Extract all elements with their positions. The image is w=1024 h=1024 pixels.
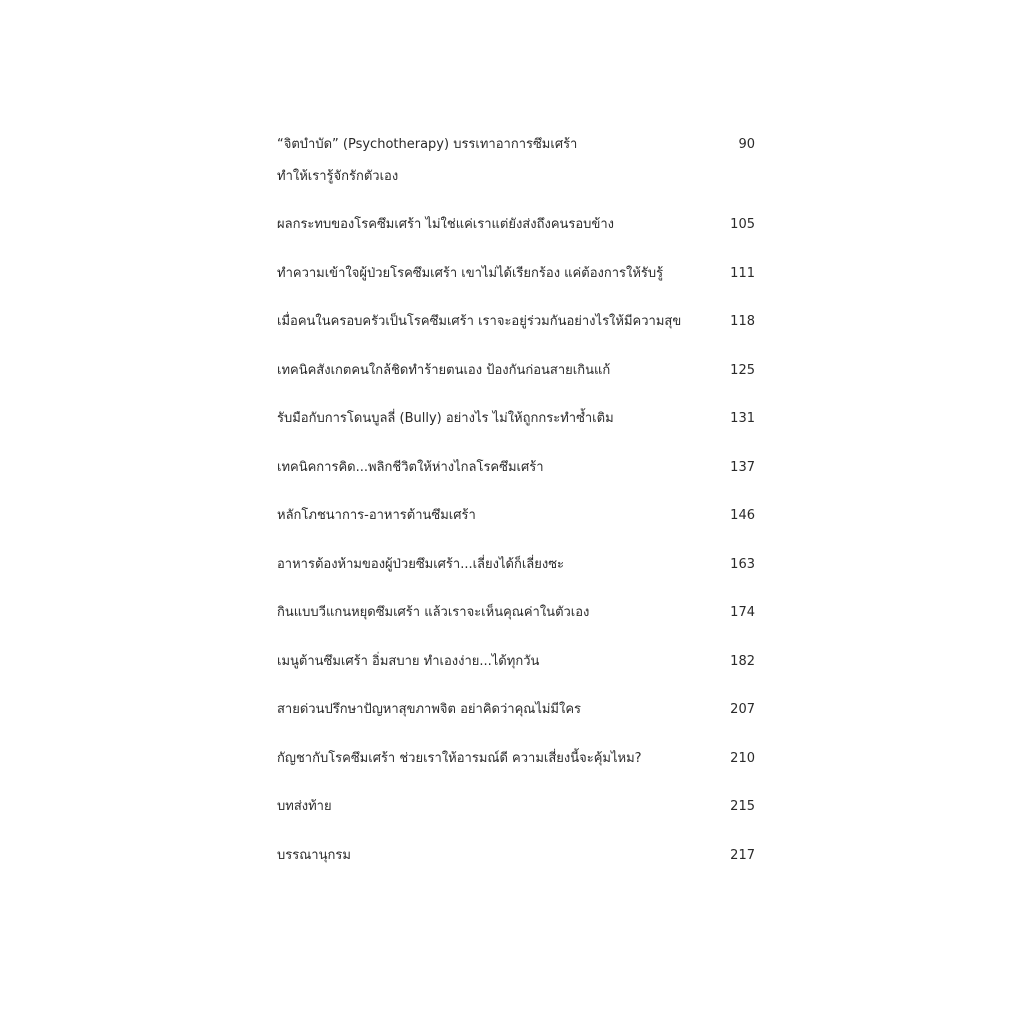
toc-entry-title: เทคนิคการคิด...พลิกชีวิตให้ห่างไกลโรคซึมเศร้า (277, 459, 544, 475)
toc-entry-title (277, 134, 577, 188)
toc-entry-title: บรรณานุกรม (277, 847, 351, 863)
toc-entry (277, 505, 755, 527)
toc-entry (277, 263, 755, 285)
toc-entry-title: ผลกระทบของโรคซึมเศร้า ไม่ใช่แค่เราแต่ยังส่งถึงคนรอบข้าง (277, 217, 614, 232)
toc-page-number: 111 (730, 265, 755, 281)
toc-page-number: 137 (730, 459, 755, 475)
toc-entry (277, 360, 755, 382)
toc-entry-title: เทคนิคสังเกตคนใกล้ชิดทำร้ายตนเอง ป้องกันก่อนสายเกินแก้ (277, 362, 611, 378)
toc-entry-title: ทำความเข้าใจผู้ป่วยโรคซึมเศร้า เขาไม่ได้เรียกร้อง แค่ต้องการให้รับรู้ (277, 265, 664, 281)
toc-entry-title: เมื่อคนในครอบครัวเป็นโรคซึมเศร้า เราจะอยู่ร่วมกันอย่างไรให้มีความสุข (277, 314, 682, 329)
toc-page-number: 118 (730, 314, 755, 329)
toc-page-number: 146 (730, 508, 755, 523)
toc-entry (277, 214, 755, 236)
toc-entry (277, 134, 755, 188)
toc-entry-title: กินแบบวีแกนหยุดซึมเศร้า แล้วเราจะเห็นคุณค่าในตัวเอง (277, 605, 590, 620)
toc-page-number: 163 (730, 556, 755, 572)
toc-page-number: 105 (730, 217, 755, 232)
toc-entry (277, 602, 755, 624)
toc-entry-title: สายด่วนปรึกษาปัญหาสุขภาพจิต อย่าคิดว่าคุณไม่มีใคร (277, 702, 582, 717)
toc-entry (277, 457, 755, 479)
toc-entry (277, 554, 755, 576)
toc-entry (277, 748, 755, 770)
toc-entry-title-line: ทำให้เรารู้จักรักตัวเอง (277, 169, 399, 184)
toc-page-number: 174 (730, 605, 755, 620)
toc-entry (277, 796, 755, 818)
toc-page-number: 207 (730, 702, 755, 717)
toc-entry-title: หลักโภชนาการ-อาหารต้านซึมเศร้า (277, 508, 476, 523)
toc-entry-title: อาหารต้องห้ามของผู้ป่วยซึมเศร้า...เลี่ยงได้ก็เลี่ยงซะ (277, 556, 564, 572)
toc-entry-title: เมนูต้านซึมเศร้า อิ่มสบาย ทำเองง่าย...ได้ทุกวัน (277, 653, 540, 669)
toc-entry (277, 699, 755, 721)
toc-entry-title: รับมือกับการโดนบูลลี่ (Bully) อย่างไร ไม่ให้ถูกกระทำซ้ำเติม (277, 411, 614, 426)
toc-page-number: 217 (730, 847, 755, 863)
toc-page-number: 215 (730, 799, 755, 814)
toc-entry (277, 651, 755, 673)
toc-entry (277, 311, 755, 333)
toc-page-number: 131 (730, 411, 755, 426)
toc-entry-title-line: “จิตบำบัด” (Psychotherapy) บรรเทาอาการซึมเศร้า (277, 137, 578, 152)
toc-entry (277, 845, 755, 867)
toc-page-number: 90 (738, 137, 755, 152)
toc-page-number: 210 (730, 750, 755, 766)
toc-page-number: 182 (730, 653, 755, 669)
toc-entry-title: กัญชากับโรคซึมเศร้า ช่วยเราให้อารมณ์ดี ความเสี่ยงนี้จะคุ้มไหม? (277, 750, 642, 766)
toc-page-number: 125 (730, 362, 755, 378)
table-of-contents (277, 134, 755, 893)
toc-entry-title: บทส่งท้าย (277, 799, 332, 814)
toc-entry (277, 408, 755, 430)
